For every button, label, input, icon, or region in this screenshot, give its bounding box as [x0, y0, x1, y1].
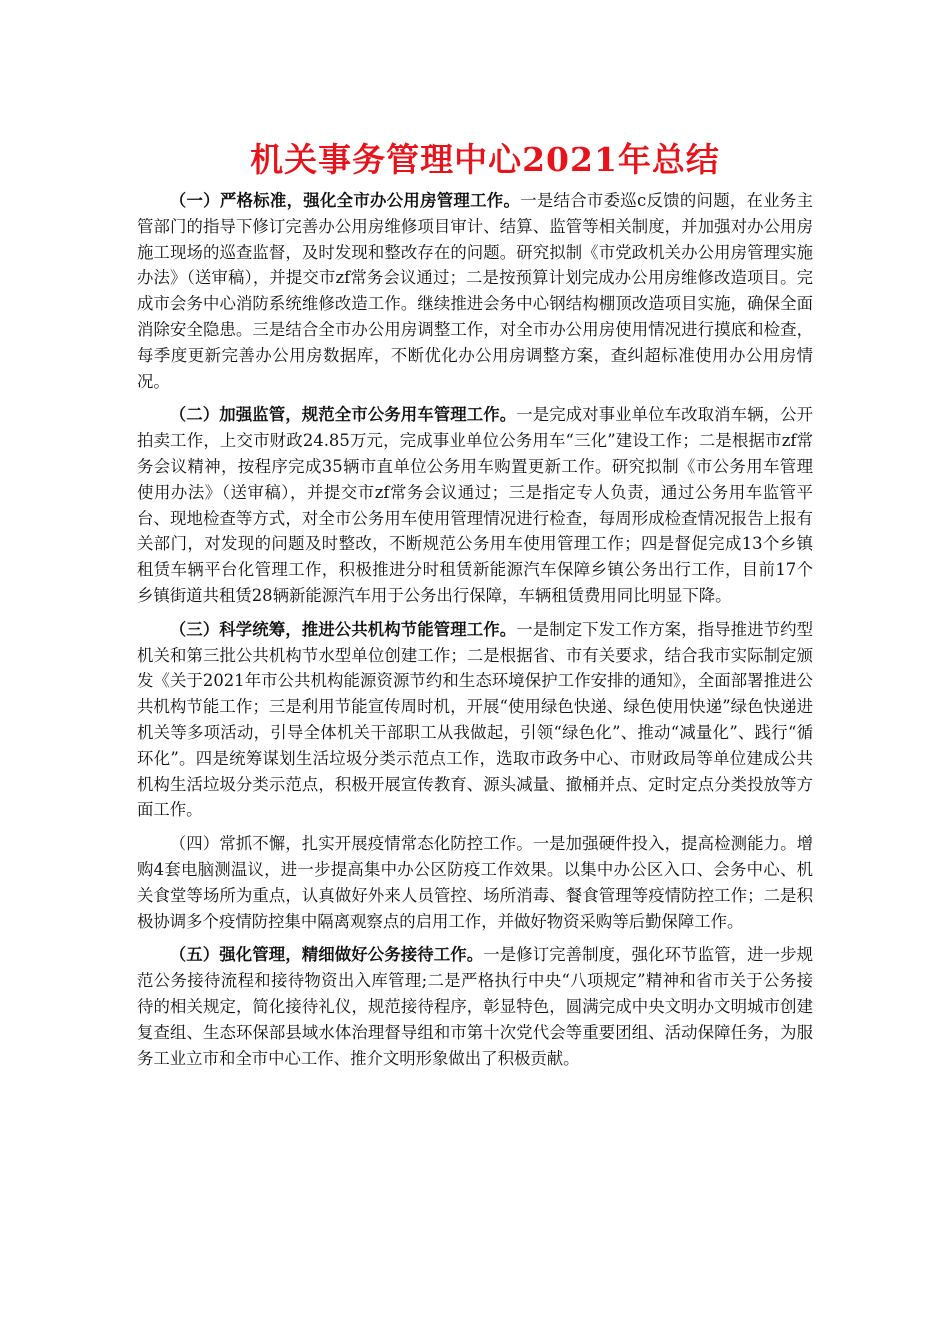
- section-heading-5: （五）强化管理，精细做好公务接待工作。: [169, 945, 484, 965]
- section-heading-1: （一）严格标准，强化全市办公用房管理工作。: [169, 191, 521, 210]
- section-body-5: 一是修订完善制度，强化环节监管，进一步规范公务接待流程和接待物资出入库管理;二是严格执行中央“八项规定”精神和省市关于公务接待的相关规定，简化接待礼仪，规范接待程序，彰显特色，圆满完成中央文明办文明城市创建复查组、生态环保部县域水体治理督导组和市第十次党代会等重要团组、活动保障任务，为服务工业立市和全市中心工作、推介文明形象做出了积极贡献。: [137, 945, 813, 1068]
- document-title: 机关事务管理中心2021年总结: [250, 140, 720, 179]
- section-paragraph-5: [137, 942, 813, 1071]
- section-paragraph-3: [137, 617, 813, 823]
- section-body-4: 一是加强硬件投入，提高检测能力。增购4套电脑测温议，进一步提高集中办公区防疫工作效果。以集中办公区入口、会务中心、机关食堂等场所为重点，认真做好外来人员管控、场所消毒、餐食管理等疫情防控工作；二是积极协调多个疫情防控集中隔离观察点的启用工作，并做好物资采购等后勤保障工作。: [137, 834, 813, 931]
- section-body-1: 一是结合市委巡c反馈的问题，在业务主管部门的指导下修订完善办公用房维修项目审计、结算、监管等相关制度，并加强对办公用房施工现场的巡查监督，及时发现和整改存在的问题。研究拟制《市党政机关办公用房管理实施办法》（送审稿），并提交市zf常务会议通过；二是按预算计划完成办公用房维修改造项目。完成市会务中心消防系统维修改造工作。继续推进会务中心钢结构棚顶改造项目实施，确保全面消除安全隐患。三是结合全市办公用房调整工作，对全市办公用房使用情况进行摸底和检查，每季度更新完善办公用房数据库，不断优化办公用房调整方案，查纠超标准使用办公用房情况。: [137, 191, 814, 391]
- section-heading-3: （三）科学统筹，推进公共机构节能管理工作。: [169, 619, 517, 639]
- section-paragraph-4: [137, 831, 813, 934]
- section-heading-4: （四）常抓不懈，扎实开展疫情常态化防控工作。: [169, 834, 533, 854]
- section-paragraph-1: [137, 188, 813, 394]
- section-body-3: 一是制定下发工作方案，指导推进节约型机关和第三批公共机构节水型单位创建工作；二是根据省、市有关要求，结合我市实际制定颁发《关于2021年市公共机构能源资源节约和生态环境保护工作安排的通知》，全面部署推进公共机构节能工作；三是利用节能宣传周时机，开展“使用绿色快递、绿色使用快递”绿色快递进机关等多项活动，引导全体机关干部职工从我做起，引领“绿色化”、推动“减量化”、践行“循环化”。四是统筹谋划生活垃圾分类示范点工作，选取市政务中心、市财政局等单位建成公共机构生活垃圾分类示范点，积极开展宣传教育、源头减量、撤桶并点、定时定点分类投放等方面工作。: [137, 619, 814, 820]
- section-paragraph-2: [137, 402, 813, 608]
- section-body-2: 一是完成对事业单位车改取消车辆，公开拍卖工作，上交市财政24.85万元，完成事业单位公务用车“三化”建设工作；二是根据市zf常务会议精神，按程序完成35辆市直单位公务用车购置更新工作。研究拟制《市公务用车管理使用办法》（送审稿），并提交市zf常务会议通过；三是指定专人负责，通过公务用车监管平台、现地检查等方式，对全市公务用车使用管理情况进行检查，每周形成检查情况报告上报有关部门，对发现的问题及时整改，不断规范公务用车使用管理工作；四是督促完成13个乡镇租赁车辆平台化管理工作，积极推进分时租赁新能源汽车保障乡镇公务出行工作，目前17个乡镇街道共租赁28辆新能源汽车用于公务出行保障，车辆租赁费用同比明显下降。: [137, 405, 814, 605]
- section-heading-2: （二）加强监管，规范全市公务用车管理工作。: [169, 405, 517, 425]
